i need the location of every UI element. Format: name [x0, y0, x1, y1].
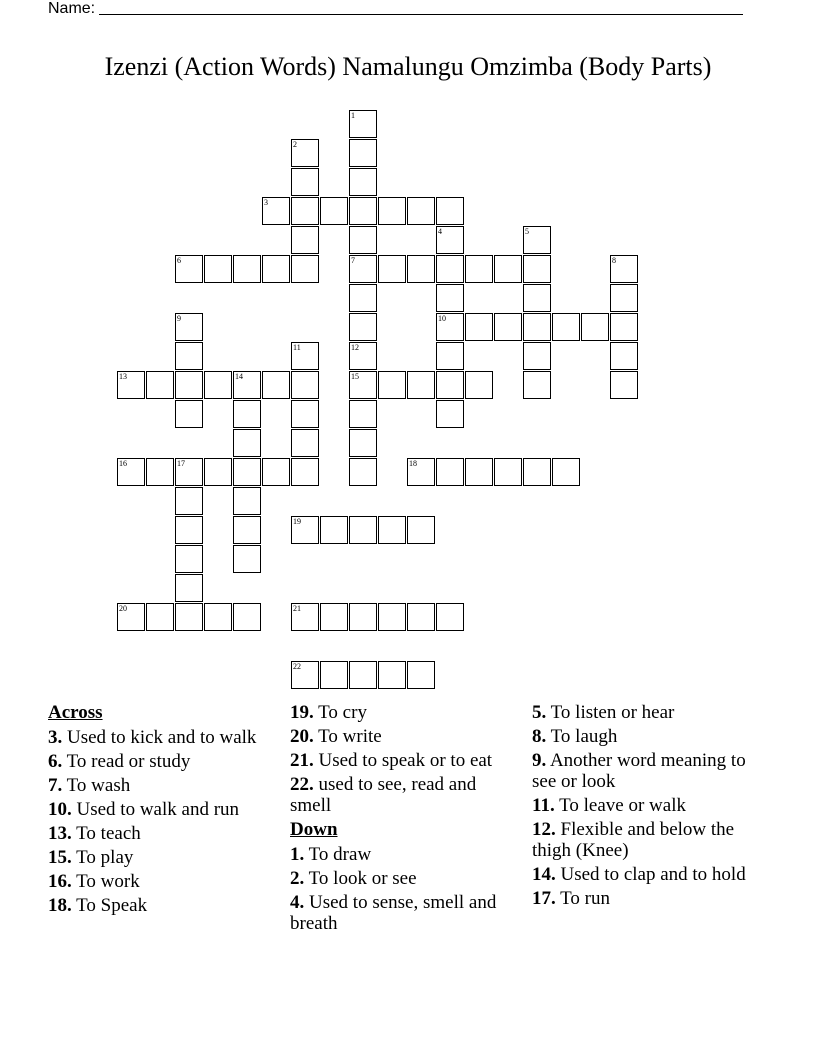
- crossword-cell[interactable]: [436, 603, 464, 631]
- crossword-cell[interactable]: [436, 458, 464, 486]
- crossword-cell[interactable]: [291, 139, 319, 167]
- crossword-cell[interactable]: [175, 255, 203, 283]
- crossword-cell[interactable]: [349, 168, 377, 196]
- crossword-cell[interactable]: [465, 313, 493, 341]
- crossword-cell[interactable]: [262, 197, 290, 225]
- clue-number: 8.: [532, 726, 547, 747]
- crossword-cell[interactable]: [320, 603, 348, 631]
- crossword-cell[interactable]: [407, 255, 435, 283]
- clue-item: [532, 795, 772, 816]
- crossword-cell[interactable]: [465, 458, 493, 486]
- clue-number: 19.: [290, 702, 314, 723]
- crossword-cell[interactable]: [407, 197, 435, 225]
- clue-number: 10.: [48, 799, 72, 820]
- crossword-cell[interactable]: [436, 371, 464, 399]
- clue-text: To work: [71, 871, 140, 892]
- crossword-cell[interactable]: [610, 371, 638, 399]
- clue-item: [48, 799, 280, 820]
- crossword-cell[interactable]: [349, 661, 377, 689]
- cell-number: 15: [351, 372, 359, 381]
- crossword-cell[interactable]: [523, 226, 551, 254]
- crossword-cell[interactable]: [436, 400, 464, 428]
- crossword-cell[interactable]: [436, 255, 464, 283]
- crossword-cell[interactable]: [291, 371, 319, 399]
- clue-number: 12.: [532, 819, 556, 840]
- clue-item: [532, 864, 772, 885]
- crossword-cell[interactable]: [494, 313, 522, 341]
- cell-number: 5: [525, 227, 529, 236]
- clue-number: 1.: [290, 844, 305, 865]
- clue-item: [48, 895, 280, 916]
- clue-text: To draw: [304, 844, 372, 865]
- clue-item: [48, 847, 280, 868]
- clue-item: [290, 774, 522, 816]
- crossword-cell[interactable]: [291, 429, 319, 457]
- crossword-cell[interactable]: [610, 284, 638, 312]
- clue-item: [290, 726, 522, 747]
- crossword-cell[interactable]: [349, 110, 377, 138]
- crossword-cell[interactable]: [523, 458, 551, 486]
- clue-text: To leave or walk: [554, 795, 686, 816]
- crossword-cell[interactable]: [146, 458, 174, 486]
- clue-text: To write: [313, 726, 382, 747]
- clue-text: To run: [555, 888, 611, 909]
- clue-text: Used to sense, smell and breath: [290, 892, 497, 934]
- cell-number: 3: [264, 198, 268, 207]
- clue-text: Used to speak or to eat: [313, 750, 493, 771]
- crossword-cell[interactable]: [175, 574, 203, 602]
- crossword-cell[interactable]: [581, 313, 609, 341]
- crossword-cell[interactable]: [175, 603, 203, 631]
- crossword-cell[interactable]: [291, 458, 319, 486]
- crossword-cell[interactable]: [175, 400, 203, 428]
- cell-number: 6: [177, 256, 181, 265]
- clue-text: Used to kick and to walk: [62, 727, 257, 748]
- crossword-cell[interactable]: [349, 371, 377, 399]
- crossword-cell[interactable]: [291, 168, 319, 196]
- crossword-cell[interactable]: [523, 313, 551, 341]
- crossword-cell[interactable]: [117, 458, 145, 486]
- crossword-cell[interactable]: [175, 458, 203, 486]
- crossword-cell[interactable]: [262, 458, 290, 486]
- cell-number: 21: [293, 604, 301, 613]
- crossword-cell[interactable]: [291, 661, 319, 689]
- crossword-cell[interactable]: [291, 516, 319, 544]
- crossword-cell[interactable]: [465, 255, 493, 283]
- crossword-cell[interactable]: [378, 371, 406, 399]
- cell-number: 20: [119, 604, 127, 613]
- cell-number: 10: [438, 314, 446, 323]
- crossword-cell[interactable]: [262, 371, 290, 399]
- clue-number: 16.: [48, 871, 72, 892]
- cell-number: 8: [612, 256, 616, 265]
- clue-text: used to see, read and smell: [290, 774, 477, 816]
- crossword-cell[interactable]: [378, 197, 406, 225]
- crossword-cell[interactable]: [552, 313, 580, 341]
- clue-number: 7.: [48, 775, 63, 796]
- crossword-cell[interactable]: [610, 342, 638, 370]
- clue-section-heading: Across: [48, 702, 103, 723]
- crossword-cell[interactable]: [349, 255, 377, 283]
- cell-number: 17: [177, 459, 185, 468]
- crossword-cell[interactable]: [436, 313, 464, 341]
- clue-number: 13.: [48, 823, 72, 844]
- page-title: Izenzi (Action Words) Namalungu Omzimba (Body Parts): [104, 52, 712, 81]
- crossword-cell[interactable]: [407, 371, 435, 399]
- cell-number: 7: [351, 256, 355, 265]
- clue-text: To look or see: [304, 868, 417, 889]
- crossword-cell[interactable]: [349, 284, 377, 312]
- crossword-cell[interactable]: [523, 371, 551, 399]
- clue-item: [532, 750, 772, 792]
- crossword-cell[interactable]: [146, 603, 174, 631]
- crossword-cell[interactable]: [436, 284, 464, 312]
- clue-number: 5.: [532, 702, 547, 723]
- crossword-cell[interactable]: [233, 603, 261, 631]
- cell-number: 14: [235, 372, 243, 381]
- crossword-cell[interactable]: [320, 516, 348, 544]
- crossword-cell[interactable]: [378, 516, 406, 544]
- clue-text: To wash: [62, 775, 131, 796]
- crossword-cell[interactable]: [204, 255, 232, 283]
- crossword-cell[interactable]: [436, 342, 464, 370]
- crossword-cell[interactable]: [610, 255, 638, 283]
- crossword-cell[interactable]: [204, 371, 232, 399]
- crossword-cell[interactable]: [465, 371, 493, 399]
- crossword-cell[interactable]: [320, 661, 348, 689]
- clue-number: 22.: [290, 774, 314, 795]
- cell-number: 11: [293, 343, 301, 352]
- crossword-cell[interactable]: [233, 400, 261, 428]
- clue-item: [290, 702, 522, 723]
- crossword-cell[interactable]: [349, 342, 377, 370]
- clue-number: 3.: [48, 727, 63, 748]
- cell-number: 19: [293, 517, 301, 526]
- crossword-cell[interactable]: [552, 458, 580, 486]
- clue-number: 20.: [290, 726, 314, 747]
- cell-number: 2: [293, 140, 297, 149]
- crossword-cell[interactable]: [436, 197, 464, 225]
- crossword-cell[interactable]: [117, 603, 145, 631]
- clue-number: 21.: [290, 750, 314, 771]
- crossword-cell[interactable]: [349, 400, 377, 428]
- crossword-cell[interactable]: [523, 284, 551, 312]
- name-label: Name:: [48, 0, 96, 17]
- crossword-cell[interactable]: [175, 342, 203, 370]
- crossword-cell[interactable]: [494, 458, 522, 486]
- crossword-cell[interactable]: [175, 516, 203, 544]
- crossword-cell[interactable]: [175, 487, 203, 515]
- clue-item: [48, 823, 280, 844]
- crossword-cell[interactable]: [523, 342, 551, 370]
- crossword-cell[interactable]: [233, 516, 261, 544]
- crossword-cell[interactable]: [175, 545, 203, 573]
- crossword-cell[interactable]: [233, 255, 261, 283]
- crossword-cell[interactable]: [610, 313, 638, 341]
- crossword-cell[interactable]: [291, 255, 319, 283]
- clue-text: Another word meaning to see or look: [532, 750, 746, 792]
- clue-item: [290, 844, 522, 865]
- clue-item: [290, 868, 522, 889]
- clue-number: 6.: [48, 751, 63, 772]
- crossword-cell[interactable]: [378, 255, 406, 283]
- crossword-cell[interactable]: [233, 371, 261, 399]
- crossword-cell[interactable]: [204, 603, 232, 631]
- clue-text: Used to clap and to hold: [555, 864, 746, 885]
- clue-item: [48, 727, 280, 748]
- crossword-cell[interactable]: [494, 255, 522, 283]
- clue-item: [48, 871, 280, 892]
- crossword-cell[interactable]: [349, 139, 377, 167]
- crossword-cell[interactable]: [233, 429, 261, 457]
- crossword-cell[interactable]: [407, 603, 435, 631]
- clue-item: [532, 888, 772, 909]
- cell-number: 22: [293, 662, 301, 671]
- crossword-cell[interactable]: [349, 197, 377, 225]
- crossword-cell[interactable]: [291, 603, 319, 631]
- crossword-cell[interactable]: [117, 371, 145, 399]
- crossword-cell[interactable]: [320, 197, 348, 225]
- clue-text: To cry: [313, 702, 367, 723]
- crossword-cell[interactable]: [407, 516, 435, 544]
- clue-item: [290, 892, 522, 934]
- cell-number: 16: [119, 459, 127, 468]
- crossword-cell[interactable]: [233, 458, 261, 486]
- crossword-cell[interactable]: [349, 226, 377, 254]
- clue-item: [532, 702, 772, 723]
- clue-text: Used to walk and run: [71, 799, 240, 820]
- cell-number: 13: [119, 372, 127, 381]
- crossword-cell[interactable]: [349, 458, 377, 486]
- clue-text: To Speak: [71, 895, 148, 916]
- clue-section-heading: Down: [290, 819, 338, 840]
- clue-number: 2.: [290, 868, 305, 889]
- clue-text: To play: [71, 847, 134, 868]
- clue-text: To listen or hear: [546, 702, 675, 723]
- clue-text: To teach: [71, 823, 141, 844]
- cell-number: 9: [177, 314, 181, 323]
- clues-column-3: [532, 702, 772, 912]
- clue-number: 11.: [532, 795, 555, 816]
- cell-number: 12: [351, 343, 359, 352]
- clue-number: 14.: [532, 864, 556, 885]
- clue-item: [532, 819, 772, 861]
- crossword-cell[interactable]: [204, 458, 232, 486]
- crossword-cell[interactable]: [262, 255, 290, 283]
- clue-number: 9.: [532, 750, 547, 771]
- clue-item: [290, 750, 522, 771]
- crossword-cell[interactable]: [349, 516, 377, 544]
- crossword-cell[interactable]: [175, 313, 203, 341]
- clue-item: [48, 775, 280, 796]
- clue-text: To read or study: [62, 751, 191, 772]
- crossword-cell[interactable]: [233, 545, 261, 573]
- crossword-cell[interactable]: [146, 371, 174, 399]
- crossword-cell[interactable]: [291, 197, 319, 225]
- clue-number: 17.: [532, 888, 556, 909]
- clue-number: 15.: [48, 847, 72, 868]
- cell-number: 4: [438, 227, 442, 236]
- cell-number: 1: [351, 111, 355, 120]
- clue-text: Flexible and below the thigh (Knee): [532, 819, 735, 861]
- crossword-cell[interactable]: [523, 255, 551, 283]
- crossword-cell[interactable]: [407, 458, 435, 486]
- clue-item: [48, 751, 280, 772]
- crossword-cell[interactable]: [291, 400, 319, 428]
- crossword-cell[interactable]: [291, 226, 319, 254]
- crossword-cell[interactable]: [378, 603, 406, 631]
- cell-number: 18: [409, 459, 417, 468]
- crossword-cell[interactable]: [407, 661, 435, 689]
- crossword-cell[interactable]: [175, 371, 203, 399]
- crossword-cell[interactable]: [436, 226, 464, 254]
- crossword-cell[interactable]: [349, 313, 377, 341]
- clues-column-1: [48, 702, 280, 919]
- crossword-cell[interactable]: [349, 429, 377, 457]
- crossword-cell[interactable]: [233, 487, 261, 515]
- clue-number: 18.: [48, 895, 72, 916]
- crossword-cell[interactable]: [349, 603, 377, 631]
- crossword-cell[interactable]: [378, 661, 406, 689]
- clue-item: [532, 726, 772, 747]
- clue-number: 4.: [290, 892, 305, 913]
- clue-text: To laugh: [546, 726, 618, 747]
- clues-column-2: [290, 702, 522, 937]
- crossword-cell[interactable]: [291, 342, 319, 370]
